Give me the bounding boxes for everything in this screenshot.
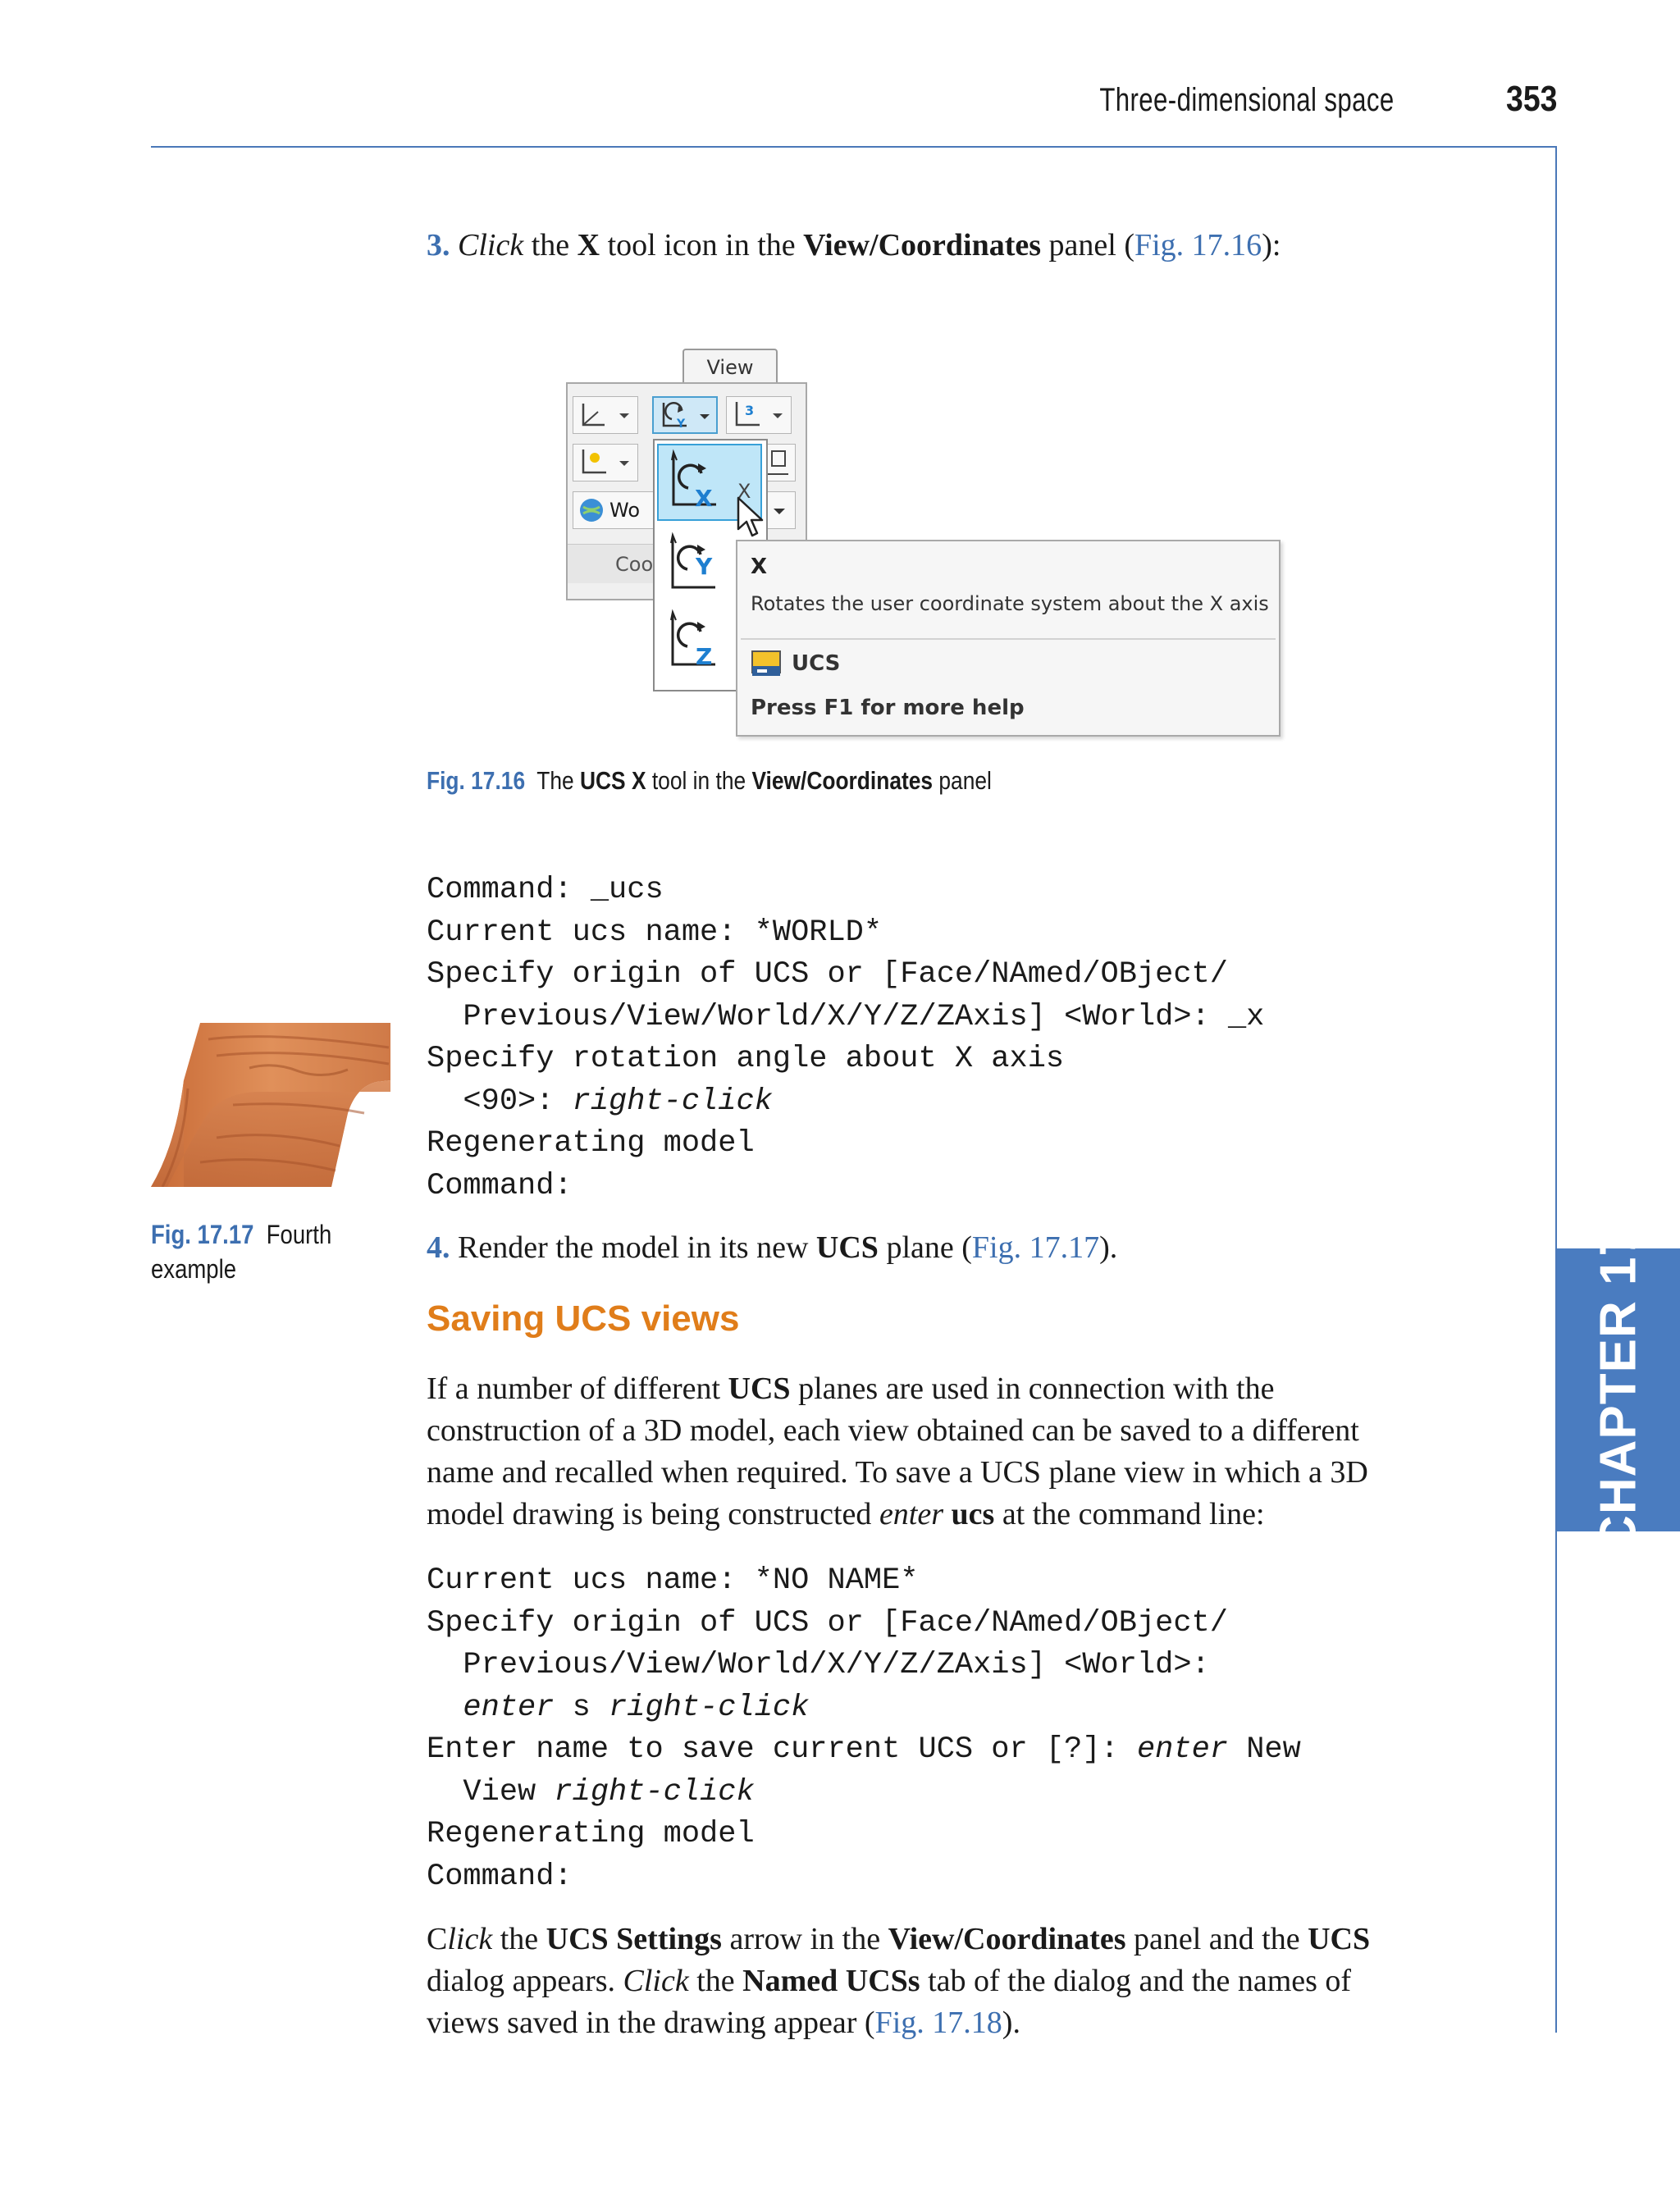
page-number: 353 xyxy=(1505,79,1557,119)
text: plane ( xyxy=(878,1230,972,1265)
text: ): xyxy=(1262,228,1281,262)
code-line: Regenerating model xyxy=(427,1817,755,1851)
code-line: Command: _ucs xyxy=(427,873,664,907)
code-line: Specify origin of UCS or [Face/NAmed/OBject/ xyxy=(427,1605,1228,1641)
text: ). xyxy=(1002,2006,1020,2040)
text: dialog appears. xyxy=(427,1964,623,1998)
text xyxy=(943,1497,952,1531)
tooltip-help-text: Press F1 for more help xyxy=(751,696,1025,720)
code-line: Specify origin of UCS or [Face/NAmed/OBject/ xyxy=(427,957,1228,992)
code-line xyxy=(427,1081,1264,1124)
code-line: Previous/View/World/X/Y/Z/ZAxis] <World>: _x xyxy=(427,999,1265,1034)
code-line xyxy=(427,1772,1301,1814)
svg-text:Z: Z xyxy=(696,643,713,670)
code-line: Command: xyxy=(427,1168,573,1203)
code-italic: right-click xyxy=(609,1690,810,1725)
text: View/Coordinates xyxy=(751,766,934,795)
ucs-icon-properties-button[interactable] xyxy=(573,444,638,481)
world-label: Wo xyxy=(609,499,641,522)
text: tool in the xyxy=(646,766,752,795)
section-heading: Saving UCS views xyxy=(427,1298,740,1339)
text: View xyxy=(427,1774,555,1809)
text: Named UCSs xyxy=(742,1964,920,1998)
text: tab of the dialog and the names of views saved in the drawing appear ( xyxy=(427,1964,1352,2040)
text: The xyxy=(536,766,580,795)
ucs-more-dropdown[interactable] xyxy=(763,491,796,529)
tooltip-description: Rotates the user coordinate system about the X axis xyxy=(751,592,1269,615)
figure-reference-link[interactable]: Fig. 17.16 xyxy=(1134,228,1262,262)
code-line xyxy=(427,1729,1301,1772)
ucs-light-icon xyxy=(573,445,637,481)
code-line: Command: xyxy=(427,1859,573,1894)
ucs-command-icon xyxy=(751,648,783,681)
text: <90>: xyxy=(427,1084,573,1119)
ucs-button[interactable] xyxy=(573,396,638,434)
code-italic: enter xyxy=(463,1690,555,1725)
text: lick xyxy=(447,1922,493,1956)
text: s xyxy=(554,1690,609,1725)
code-line xyxy=(427,1687,1301,1730)
caption-figure-number: Fig. 17.16 xyxy=(427,766,526,795)
svg-text:X: X xyxy=(695,485,713,512)
tooltip-command-name: UCS xyxy=(792,651,841,676)
text: UCS xyxy=(815,1230,879,1265)
svg-text:Y: Y xyxy=(677,418,686,431)
code-line: Specify rotation angle about X axis xyxy=(427,1042,1065,1076)
step-3 xyxy=(427,225,1281,267)
tooltip-divider xyxy=(741,638,1276,640)
text: the xyxy=(688,1964,743,1998)
globe-icon xyxy=(577,495,606,525)
ucs-3point-button[interactable] xyxy=(726,396,792,434)
body-paragraph-1 xyxy=(427,1368,1411,1536)
text: View/Coordinates xyxy=(888,1922,1126,1956)
command-listing-1 xyxy=(427,869,1264,1207)
text: C xyxy=(427,1922,448,1956)
tooltip-title: X xyxy=(751,554,768,579)
text xyxy=(427,1691,463,1725)
chevron-down-icon xyxy=(764,492,795,528)
text: Enter name to save current UCS or [?]: xyxy=(427,1732,1137,1767)
code-line: Regenerating model xyxy=(427,1126,755,1161)
text: UCS X xyxy=(580,766,646,795)
text: the xyxy=(492,1922,546,1956)
world-button[interactable] xyxy=(573,491,655,529)
text: panel xyxy=(933,766,992,795)
step-number: 3. xyxy=(427,228,450,262)
figure-17-16-caption xyxy=(427,766,992,796)
running-header-title: Three-dimensional space xyxy=(1099,82,1395,118)
ucs-rotate-dropdown-button[interactable] xyxy=(652,396,718,434)
caption-figure-number: Fig. 17.17 xyxy=(151,1220,254,1249)
text: Fourth xyxy=(266,1220,332,1249)
step-3-panel: View/Coordinates xyxy=(803,228,1042,262)
text: arrow in the xyxy=(721,1922,888,1956)
text: panel and the xyxy=(1125,1922,1308,1956)
figure-reference-link[interactable]: Fig. 17.17 xyxy=(971,1230,1100,1265)
ribbon-tab-view[interactable]: View xyxy=(682,349,778,385)
body-paragraph-2 xyxy=(427,1919,1411,2044)
text: planes are used in connection with the construction of a 3D model, each view obtained can be saved to a different name and recalled when required. To save a UCS plane view in which a 3D model drawing is being constructed xyxy=(427,1371,1368,1531)
figure-17-17-caption xyxy=(151,1217,363,1286)
ucs-3point-icon xyxy=(727,397,791,433)
text: enter xyxy=(879,1497,944,1531)
text: panel ( xyxy=(1041,228,1134,262)
margin-rule xyxy=(1555,146,1557,2033)
ucs-named-button[interactable] xyxy=(763,444,796,481)
svg-text:Y: Y xyxy=(696,553,713,580)
figure-reference-link[interactable]: Fig. 17.18 xyxy=(874,2006,1002,2040)
code-italic: right-click xyxy=(572,1084,773,1119)
header-rule xyxy=(151,146,1557,148)
step-3-tool: X xyxy=(577,228,600,262)
text: ucs xyxy=(951,1497,995,1531)
text: the xyxy=(523,228,578,262)
code-line: Previous/View/World/X/Y/Z/ZAxis] <World>: xyxy=(427,1648,1210,1682)
text: If a number of different xyxy=(427,1371,728,1406)
chapter-tab-label: CHAPTER 17 xyxy=(1590,1227,1647,1552)
figure-17-17-image xyxy=(151,1023,390,1187)
text: UCS xyxy=(1308,1922,1371,1956)
code-italic: enter xyxy=(1136,1732,1228,1767)
step-3-verb: Click xyxy=(458,228,524,262)
ucs-named-icon xyxy=(764,445,795,481)
text: UCS xyxy=(728,1371,791,1406)
svg-text:3: 3 xyxy=(745,403,755,418)
text: New xyxy=(1227,1732,1301,1767)
step-number: 4. xyxy=(427,1230,450,1265)
text: at the command line: xyxy=(994,1497,1265,1531)
step-4 xyxy=(427,1227,1117,1269)
code-line: Current ucs name: *NO NAME* xyxy=(427,1563,919,1598)
command-listing-2 xyxy=(427,1560,1301,1898)
text: Click xyxy=(623,1964,689,1998)
text: tool icon in the xyxy=(600,228,804,262)
tooltip xyxy=(736,540,1281,737)
code-line: Current ucs name: *WORLD* xyxy=(427,915,883,950)
text: Render the model in its new xyxy=(458,1230,816,1265)
text: UCS Settings xyxy=(546,1922,722,1956)
code-italic: right-click xyxy=(554,1774,755,1809)
text: example xyxy=(151,1254,237,1284)
text: ). xyxy=(1099,1230,1118,1265)
ucs-axis-icon xyxy=(573,397,637,433)
x-item-label: X xyxy=(737,480,751,503)
chapter-tab xyxy=(1557,1227,1680,1552)
coordinates-panel-label: Coo xyxy=(615,553,654,576)
ucs-rotate-icon xyxy=(654,398,718,434)
